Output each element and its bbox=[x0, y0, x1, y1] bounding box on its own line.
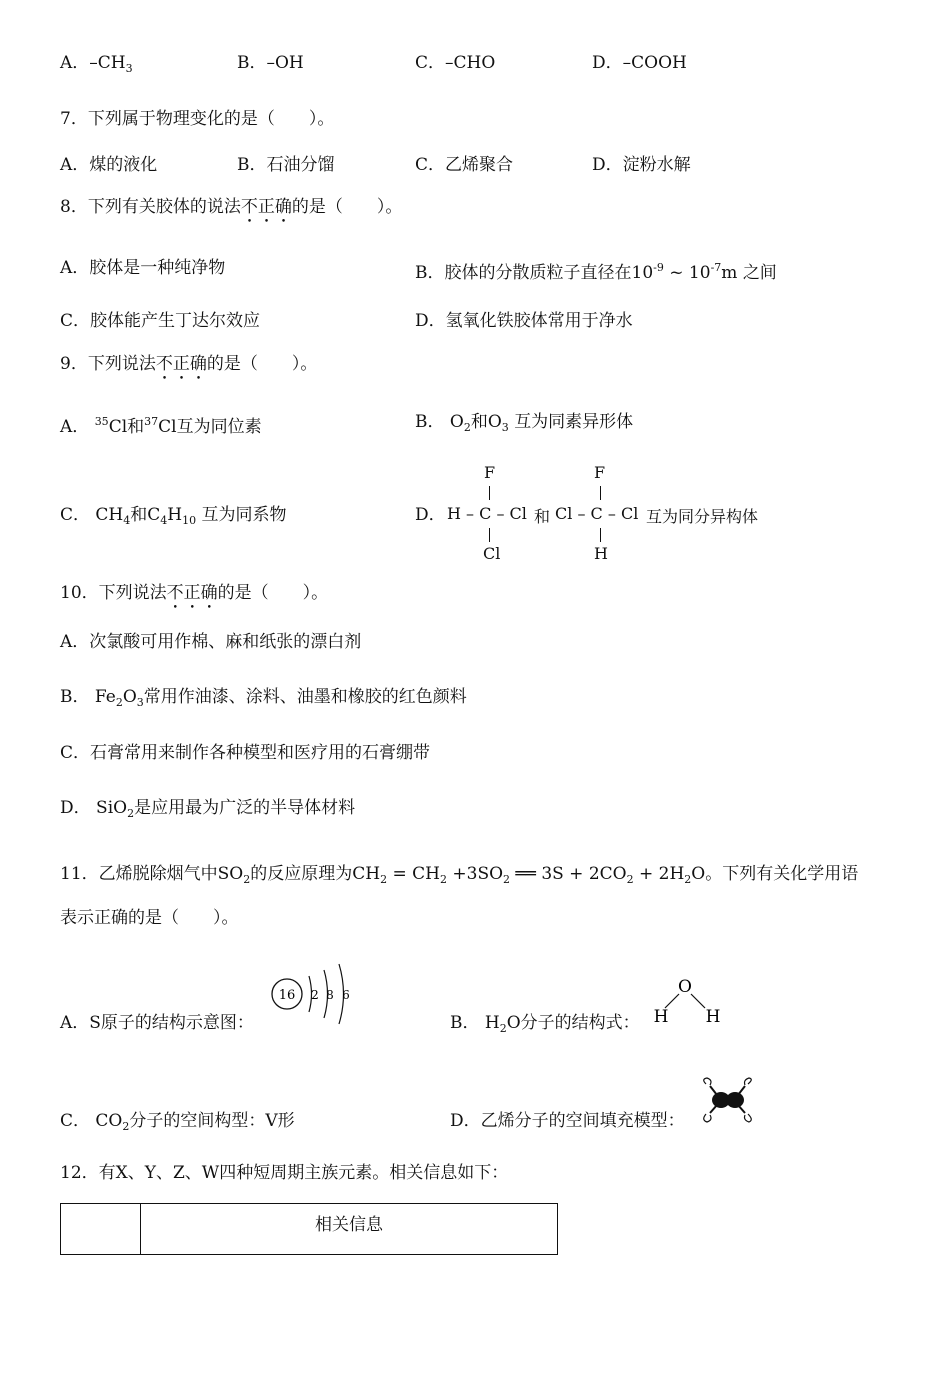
q6-option-b bbox=[237, 52, 304, 74]
hydrogen-atom-outline bbox=[704, 1114, 711, 1122]
option-letter: A． bbox=[60, 417, 90, 437]
superscript: -9 bbox=[653, 261, 664, 274]
option-text: –CHO bbox=[445, 53, 496, 73]
subscript: 2 bbox=[243, 873, 251, 886]
unit: m bbox=[721, 263, 738, 283]
conjunction: 和 bbox=[130, 505, 148, 525]
subscript: 10 bbox=[182, 514, 197, 527]
stem-text: 的反应原理为 bbox=[250, 864, 353, 884]
option-letter: B． bbox=[415, 412, 445, 432]
subscript: 2 bbox=[439, 873, 447, 886]
formula: CO bbox=[95, 1111, 123, 1131]
subscript: 2 bbox=[503, 873, 511, 886]
water-structural-formula bbox=[648, 974, 728, 1030]
q10-option-d bbox=[60, 797, 355, 825]
q11-option-b bbox=[450, 1012, 640, 1040]
bond-line bbox=[489, 486, 490, 500]
molecule1-top-atom: F bbox=[484, 463, 496, 482]
option-letter: B． bbox=[237, 53, 267, 73]
shell-electrons: 6 bbox=[342, 988, 350, 1002]
q11-option-c bbox=[60, 1110, 295, 1138]
formula: H bbox=[484, 1013, 500, 1033]
ethylene-space-filling-model bbox=[697, 1076, 759, 1124]
hydrogen-atom-outline bbox=[745, 1078, 752, 1085]
hydrogen-atom-outline bbox=[704, 1078, 711, 1085]
q12-stem: 12．有X、Y、Z、W四种短周期主族元素。相关信息如下： bbox=[60, 1163, 509, 1183]
element: Cl bbox=[158, 417, 177, 437]
tilde: ~ bbox=[669, 263, 684, 283]
bond-line bbox=[600, 528, 601, 542]
option-text: 是应用最为广泛的半导体材料 bbox=[134, 798, 356, 818]
formula: O bbox=[691, 864, 706, 884]
subscript: 2 bbox=[115, 696, 123, 709]
subscript: 3 bbox=[501, 421, 509, 434]
option-letter: C． bbox=[60, 1111, 91, 1131]
option-text: –CH bbox=[89, 53, 126, 73]
option-letter: A． bbox=[60, 53, 90, 73]
option-text: B．胶体的分散质粒子直径在 bbox=[415, 263, 632, 283]
option-text: –OH bbox=[266, 53, 304, 73]
formula: + 2H bbox=[633, 864, 685, 884]
q7-stem: 7．下列属于物理变化的是（ ）。 bbox=[60, 109, 335, 129]
q8-option-d: D．氢氧化铁胶体常用于净水 bbox=[415, 311, 633, 331]
carbon-atom bbox=[726, 1092, 744, 1108]
reaction-arrow: ══ bbox=[510, 864, 542, 884]
subscript: 3 bbox=[125, 62, 133, 75]
stem-text: 的是（ ）。 bbox=[291, 197, 403, 217]
bond-line bbox=[665, 994, 679, 1008]
shell-electrons: 2 bbox=[311, 988, 319, 1002]
stem-text: 的是（ ）。 bbox=[217, 583, 329, 603]
conjunction: 和 bbox=[470, 412, 488, 432]
formula: CH bbox=[352, 864, 381, 884]
option-letter: C． bbox=[60, 505, 91, 525]
info-table bbox=[60, 1203, 558, 1255]
element: O bbox=[487, 412, 502, 432]
stem-text: 8．下列有关胶体的说法 bbox=[60, 197, 241, 217]
q10-option-a: A．次氯酸可用作棉、麻和纸张的漂白剂 bbox=[60, 632, 362, 652]
stem-text: 11．乙烯脱除烟气中 bbox=[60, 864, 218, 884]
formula: O bbox=[122, 687, 137, 707]
q10-stem bbox=[60, 582, 328, 613]
q7-option-b: B．石油分馏 bbox=[237, 155, 335, 175]
subscript: 2 bbox=[122, 1120, 130, 1133]
emphasis-text: 不正确 bbox=[155, 354, 207, 374]
option-text: 互为同位素 bbox=[176, 417, 262, 437]
molecule2-top-atom: F bbox=[594, 463, 606, 482]
option-letter: C． bbox=[415, 53, 446, 73]
formula: SiO bbox=[96, 798, 128, 818]
subscript: 3 bbox=[136, 696, 144, 709]
element: Cl bbox=[108, 417, 128, 437]
subscript: 4 bbox=[123, 514, 131, 527]
option-letter: B． bbox=[450, 1013, 480, 1033]
formula: SO bbox=[217, 864, 244, 884]
q11-option-d: D．乙烯分子的空间填充模型： bbox=[450, 1111, 685, 1131]
option-letter: D． bbox=[60, 798, 91, 818]
q9-option-b bbox=[415, 411, 633, 439]
q9-stem bbox=[60, 353, 317, 384]
hydrogen-atom-outline bbox=[745, 1114, 752, 1122]
option-letter: B． bbox=[60, 687, 90, 707]
conjunction: 和 bbox=[534, 507, 551, 526]
q6-option-c bbox=[415, 52, 495, 74]
formula: O bbox=[506, 1013, 521, 1033]
subscript: 2 bbox=[463, 421, 471, 434]
stem-text: 9．下列说法 bbox=[60, 354, 156, 374]
subscript: 4 bbox=[160, 514, 168, 527]
table-header-cell: 相关信息 bbox=[141, 1204, 558, 1255]
q9-option-a bbox=[60, 411, 262, 438]
formula: 3S + 2CO bbox=[541, 864, 627, 884]
emphasis-text: 不正确 bbox=[166, 583, 218, 603]
subscript: 2 bbox=[499, 1022, 507, 1035]
hydrogen-atom: H bbox=[653, 1007, 669, 1027]
shell-electrons: 8 bbox=[326, 988, 334, 1002]
q8-option-c: C．胶体能产生丁达尔效应 bbox=[60, 311, 261, 331]
molecule2-bottom-atom: H bbox=[594, 544, 608, 563]
q10-option-c: C．石膏常用来制作各种模型和医疗用的石膏绷带 bbox=[60, 743, 431, 763]
atom-structure-diagram bbox=[268, 962, 358, 1028]
q8-option-a: A．胶体是一种纯净物 bbox=[60, 258, 226, 278]
q7-option-d: D．淀粉水解 bbox=[592, 155, 691, 175]
q11-option-a: A．S原子的结构示意图： bbox=[60, 1013, 254, 1033]
option-text: 常用作油漆、涂料、油墨和橡胶的红色颜料 bbox=[143, 687, 467, 707]
formula: = bbox=[387, 864, 413, 884]
table-header-cell bbox=[61, 1204, 141, 1255]
q11-stem-line1 bbox=[60, 863, 858, 891]
molecule2-middle: Cl – C – Cl bbox=[555, 504, 639, 523]
superscript: -7 bbox=[710, 261, 722, 274]
option-text: –COOH bbox=[622, 53, 687, 73]
emphasis-text: 不正确 bbox=[240, 197, 292, 217]
oxygen-atom: O bbox=[678, 977, 692, 997]
q7-option-c: C．乙烯聚合 bbox=[415, 155, 514, 175]
formula: H bbox=[167, 505, 183, 525]
bond-line bbox=[489, 528, 490, 542]
number: 10 bbox=[688, 263, 711, 283]
formula: Fe bbox=[94, 687, 116, 707]
stem-text: 。下列有关化学用语 bbox=[705, 864, 859, 884]
table-header-row bbox=[61, 1204, 558, 1255]
q9-option-c bbox=[60, 504, 287, 532]
formula: +3SO bbox=[446, 864, 504, 884]
hydrogen-atom: H bbox=[705, 1007, 721, 1027]
conjunction: 和 bbox=[127, 417, 145, 437]
stem-text: 的是（ ）。 bbox=[206, 354, 318, 374]
q7-option-a: A．煤的液化 bbox=[60, 155, 158, 175]
mass-number: 35 bbox=[94, 415, 109, 428]
nucleus-charge: 16 bbox=[278, 988, 296, 1003]
formula: C bbox=[147, 505, 161, 525]
formula: CH bbox=[95, 505, 124, 525]
bond-line bbox=[600, 486, 601, 500]
q9-option-d-text: 互为同分异构体 bbox=[646, 507, 759, 526]
option-text: 之间 bbox=[742, 263, 777, 283]
element: O bbox=[449, 412, 464, 432]
q10-option-b bbox=[60, 686, 467, 714]
option-text: 互为同素异形体 bbox=[514, 412, 634, 432]
q9-option-d-letter: D． bbox=[415, 505, 446, 525]
stem-text: 10．下列说法 bbox=[60, 583, 167, 603]
subscript: 2 bbox=[380, 873, 388, 886]
q6-option-a bbox=[60, 52, 133, 80]
option-letter: D． bbox=[592, 53, 623, 73]
molecule1-bottom-atom: Cl bbox=[483, 544, 501, 563]
number: 10 bbox=[631, 263, 654, 283]
q11-stem-line2: 表示正确的是（ ）。 bbox=[60, 908, 239, 928]
option-text: 互为同系物 bbox=[201, 505, 287, 525]
bond-line bbox=[691, 994, 705, 1008]
q6-option-d bbox=[592, 52, 687, 74]
subscript: 2 bbox=[684, 873, 692, 886]
subscript: 2 bbox=[626, 873, 634, 886]
mass-number: 37 bbox=[144, 415, 159, 428]
molecule1-middle: H – C – Cl bbox=[447, 504, 527, 523]
formula: CH bbox=[412, 864, 440, 884]
option-text: 分子的结构式： bbox=[520, 1013, 640, 1033]
q8-option-b bbox=[415, 257, 777, 284]
option-text: 分子的空间构型：V形 bbox=[129, 1111, 295, 1131]
q8-stem bbox=[60, 196, 402, 227]
subscript: 2 bbox=[127, 807, 135, 820]
